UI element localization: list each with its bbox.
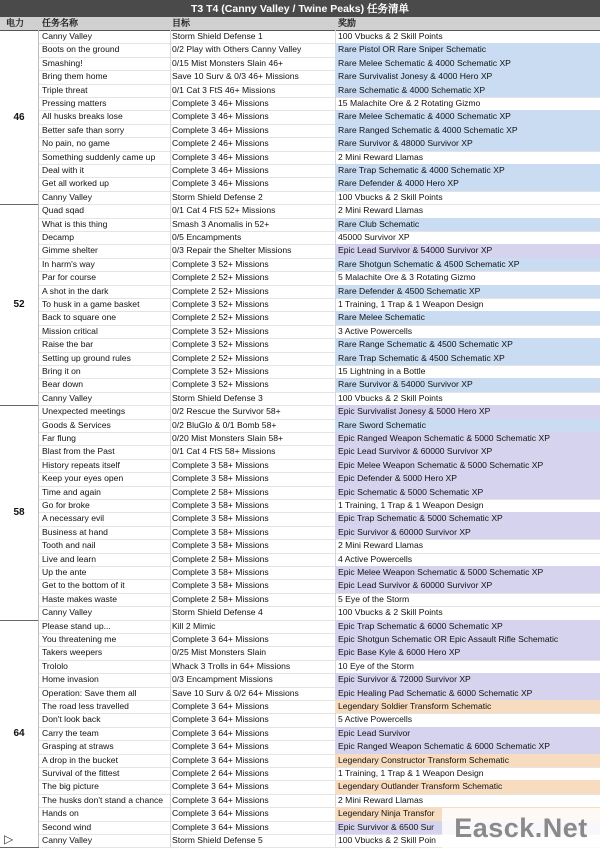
quest-goal: 0/3 Repair the Shelter Missions	[169, 244, 336, 257]
quest-reward: 100 Vbucks & 2 Skill Poin	[338, 834, 436, 845]
quest-name: Survival of the fittest	[39, 767, 171, 780]
quest-name: Mission critical	[39, 325, 171, 338]
quest-name: Operation: Save them all	[39, 687, 171, 700]
quest-reward: 1 Training, 1 Trap & 1 Weapon Design	[338, 767, 484, 778]
table-row	[39, 713, 600, 727]
table-row	[39, 177, 600, 191]
quest-goal: Complete 3 52+ Missions	[169, 365, 336, 378]
table-row	[39, 526, 600, 540]
table-row	[39, 84, 600, 98]
table-row	[39, 432, 600, 446]
quest-name: Please stand up...	[39, 620, 171, 633]
quest-reward: 45000 Survivor XP	[338, 231, 410, 242]
power-group	[0, 204, 600, 406]
quest-reward: Legendary Ninja Transfor	[335, 807, 600, 820]
quest-goal: Complete 3 52+ Missions	[169, 325, 336, 338]
quest-reward: Epic Lead Survivor	[335, 727, 600, 740]
power-level: 64	[0, 620, 39, 848]
power-level: 58	[0, 405, 39, 619]
table-row	[39, 472, 600, 486]
quest-name: Second wind	[39, 821, 171, 834]
table-row	[39, 191, 600, 205]
quest-reward: Rare Survivor & 54000 Survivor XP	[335, 378, 600, 391]
quest-goal: Complete 2 58+ Missions	[169, 593, 336, 606]
quest-goal: Complete 3 52+ Missions	[169, 258, 336, 271]
quest-goal: Whack 3 Trolls in 64+ Missions	[169, 660, 336, 673]
quest-goal: 0/5 Encampments	[169, 231, 336, 244]
quest-name: Get all worked up	[39, 177, 171, 190]
quest-reward: Rare Trap Schematic & 4500 Schematic XP	[335, 352, 600, 365]
quest-goal: Complete 3 52+ Missions	[169, 378, 336, 391]
quest-goal: Complete 3 58+ Missions	[169, 539, 336, 552]
quest-goal: Complete 2 58+ Missions	[169, 553, 336, 566]
quest-goal: Kill 2 Mimic	[169, 620, 336, 633]
quest-goal: Storm Shield Defense 5	[169, 834, 336, 847]
quest-name: Go for broke	[39, 499, 171, 512]
quest-reward: 2 Mini Reward Llamas	[338, 205, 424, 216]
quest-goal: Storm Shield Defense 1	[169, 30, 336, 43]
table-row	[39, 794, 600, 808]
table-row	[39, 365, 600, 379]
quest-name: Pressing matters	[39, 97, 171, 110]
table-row	[39, 754, 600, 768]
quest-reward: Rare Melee Schematic	[335, 311, 600, 324]
quest-reward: Rare Shotgun Schematic & 4500 Schematic XP	[335, 258, 600, 271]
quest-name: The husks don't stand a chance	[39, 794, 171, 807]
header-power: 电力	[6, 18, 25, 28]
table-row	[39, 620, 600, 634]
quest-reward: 2 Mini Reward Llamas	[338, 151, 424, 162]
quest-goal: 0/15 Mist Monsters Slain 46+	[169, 57, 336, 70]
quest-reward: Legendary Constructor Transform Schematic	[335, 754, 600, 767]
table-row	[39, 740, 600, 754]
quest-name: All husks breaks lose	[39, 110, 171, 123]
quest-name: The big picture	[39, 780, 171, 793]
quest-goal: Storm Shield Defense 4	[169, 606, 336, 619]
table-row	[39, 392, 600, 406]
quest-goal: 0/2 Play with Others Canny Valley	[169, 43, 336, 56]
table-row	[39, 338, 600, 352]
quest-name: Something suddenly came up	[39, 151, 171, 164]
table-row	[39, 43, 600, 57]
quest-reward: Epic Lead Survivor & 60000 Survivor XP	[335, 579, 600, 592]
quest-goal: Save 10 Surv & 0/2 64+ Missions	[169, 687, 336, 700]
quest-name: Don't look back	[39, 713, 171, 726]
quest-name: Gimme shelter	[39, 244, 171, 257]
quest-goal: Complete 3 58+ Missions	[169, 499, 336, 512]
power-level: 46	[0, 30, 39, 204]
quest-goal: 0/3 Encampment Missions	[169, 673, 336, 686]
quest-name: What is this thing	[39, 218, 171, 231]
table-row	[39, 124, 600, 138]
quest-goal: Complete 3 46+ Missions	[169, 97, 336, 110]
table-row	[39, 767, 600, 781]
quest-name: Live and learn	[39, 553, 171, 566]
quest-reward: 100 Vbucks & 2 Skill Points	[338, 191, 443, 202]
table-row	[39, 218, 600, 232]
quest-goal: Complete 3 64+ Missions	[169, 713, 336, 726]
quest-name: Trololo	[39, 660, 171, 673]
quest-reward: Epic Lead Survivor & 60000 Survivor XP	[335, 445, 600, 458]
quest-reward: Epic Base Kyle & 6000 Hero XP	[335, 646, 600, 659]
quest-reward: Rare Trap Schematic & 4000 Schematic XP	[335, 164, 600, 177]
quest-name: Canny Valley	[39, 834, 171, 847]
quest-reward: 1 Training, 1 Trap & 1 Weapon Design	[338, 298, 484, 309]
quest-goal: Complete 3 58+ Missions	[169, 472, 336, 485]
quest-goal: 0/1 Cat 3 FtS 46+ Missions	[169, 84, 336, 97]
page-title: T3 T4 (Canny Valley / Twine Peaks) 任务清单	[0, 0, 600, 17]
quest-name: Bring them home	[39, 70, 171, 83]
header-goal: 目标	[172, 18, 191, 28]
quest-goal: Complete 3 46+ Missions	[169, 151, 336, 164]
quest-goal: Complete 3 58+ Missions	[169, 566, 336, 579]
quest-reward: 4 Active Powercells	[338, 553, 413, 564]
quest-name: A drop in the bucket	[39, 754, 171, 767]
quest-name: Goods & Services	[39, 419, 171, 432]
table-row	[39, 566, 600, 580]
quest-name: Blast from the Past	[39, 445, 171, 458]
quest-reward: 5 Active Powercells	[338, 714, 413, 725]
table-row	[39, 606, 600, 620]
table-row	[39, 486, 600, 500]
table-row	[39, 231, 600, 245]
quest-name: Carry the team	[39, 727, 171, 740]
table-row	[39, 352, 600, 366]
quest-goal: Storm Shield Defense 2	[169, 191, 336, 204]
quest-reward: 10 Eye of the Storm	[338, 660, 414, 671]
table-row	[39, 378, 600, 392]
quest-name: Grasping at straws	[39, 740, 171, 753]
quest-name: Keep your eyes open	[39, 472, 171, 485]
quest-reward: Epic Ranged Weapon Schematic & 5000 Schematic XP	[335, 432, 600, 445]
quest-name: To husk in a game basket	[39, 298, 171, 311]
quest-goal: Smash 3 Anomalis in 52+	[169, 218, 336, 231]
table-row	[39, 258, 600, 272]
quest-name: Bear down	[39, 378, 171, 391]
quest-goal: Complete 3 46+ Missions	[169, 177, 336, 190]
quest-goal: Complete 2 52+ Missions	[169, 285, 336, 298]
table-row	[39, 633, 600, 647]
table-row	[39, 405, 600, 419]
quest-name: Better safe than sorry	[39, 124, 171, 137]
table-row	[39, 110, 600, 124]
table-row	[39, 285, 600, 299]
quest-reward: 1 Training, 1 Trap & 1 Weapon Design	[338, 499, 484, 510]
header-reward: 奖励	[338, 18, 357, 28]
quest-reward: Rare Club Schematic	[335, 218, 600, 231]
quest-goal: 0/1 Cat 4 FtS 52+ Missions	[169, 204, 336, 217]
quest-name: Up the ante	[39, 566, 171, 579]
quest-name: Raise the bar	[39, 338, 171, 351]
quest-name: Time and again	[39, 486, 171, 499]
table-row	[39, 459, 600, 473]
table-row	[39, 311, 600, 325]
quest-name: No pain, no game	[39, 137, 171, 150]
quest-reward: Epic Melee Weapon Schematic & 5000 Schematic XP	[335, 459, 600, 472]
quest-goal: Complete 3 46+ Missions	[169, 164, 336, 177]
table-row	[39, 727, 600, 741]
quest-reward: 100 Vbucks & 2 Skill Points	[338, 31, 443, 41]
table-row	[39, 579, 600, 593]
quest-goal: Complete 3 64+ Missions	[169, 821, 336, 834]
table-row	[39, 151, 600, 165]
quest-goal: Complete 2 52+ Missions	[169, 311, 336, 324]
quest-goal: Complete 3 64+ Missions	[169, 794, 336, 807]
quest-goal: Complete 3 64+ Missions	[169, 780, 336, 793]
quest-goal: Save 10 Surv & 0/3 46+ Missions	[169, 70, 336, 83]
quest-reward: Rare Schematic & 4000 Schematic XP	[335, 84, 600, 97]
table-row	[39, 593, 600, 607]
quest-goal: Complete 3 58+ Missions	[169, 526, 336, 539]
quest-reward: 5 Malachite Ore & 3 Rotating Gizmo	[338, 272, 476, 283]
power-group	[0, 30, 600, 205]
table-row	[39, 539, 600, 553]
quest-name: Boots on the ground	[39, 43, 171, 56]
quest-name: Unexpected meetings	[39, 405, 171, 418]
play-bracket-icon[interactable]: ▷	[4, 832, 14, 846]
quest-reward: 2 Mini Reward Llamas	[338, 540, 424, 551]
quest-goal: Storm Shield Defense 3	[169, 392, 336, 405]
quest-reward: 100 Vbucks & 2 Skill Points	[338, 392, 443, 403]
quest-reward: Rare Sword Schematic	[335, 419, 600, 432]
quest-reward: Epic Survivor & 6500 Sur	[335, 821, 600, 834]
table-row	[39, 325, 600, 339]
quest-reward: Rare Ranged Schematic & 4000 Schematic XP	[335, 124, 600, 137]
quest-name: Hands on	[39, 807, 171, 820]
quest-reward: Epic Survivor & 60000 Survivor XP	[335, 526, 600, 539]
quest-reward: Epic Healing Pad Schematic & 6000 Schematic XP	[335, 687, 600, 700]
quest-name: Par for course	[39, 271, 171, 284]
quest-name: Bring it on	[39, 365, 171, 378]
table-row	[39, 164, 600, 178]
quest-reward: 15 Malachite Ore & 2 Rotating Gizmo	[338, 98, 481, 108]
quest-name: Get to the bottom of it	[39, 579, 171, 592]
quest-reward: Epic Trap Schematic & 6000 Schematic XP	[335, 620, 600, 633]
quest-goal: Complete 3 58+ Missions	[169, 579, 336, 592]
quest-reward: Epic Defender & 5000 Hero XP	[335, 472, 600, 485]
quest-reward: Rare Melee Schematic & 4000 Schematic XP	[335, 57, 600, 70]
quest-reward: Legendary Soldier Transform Schematic	[335, 700, 600, 713]
quest-name: Setting up ground rules	[39, 352, 171, 365]
quest-goal: Complete 2 52+ Missions	[169, 352, 336, 365]
table-row	[39, 445, 600, 459]
table-row	[39, 646, 600, 660]
quest-reward: Epic Schematic & 5000 Schematic XP	[335, 486, 600, 499]
quest-name: In harm's way	[39, 258, 171, 271]
quest-name: The road less travelled	[39, 700, 171, 713]
quest-reward: 15 Lightning in a Bottle	[338, 365, 426, 376]
table-row	[39, 499, 600, 513]
quest-goal: Complete 3 58+ Missions	[169, 459, 336, 472]
quest-reward: Rare Defender & 4500 Schematic XP	[335, 285, 600, 298]
quest-reward: 3 Active Powercells	[338, 325, 413, 336]
quest-goal: Complete 3 52+ Missions	[169, 298, 336, 311]
quest-reward: Rare Melee Schematic & 4000 Schematic XP	[335, 110, 600, 123]
quest-name: Triple threat	[39, 84, 171, 97]
quest-goal: Complete 3 64+ Missions	[169, 700, 336, 713]
quest-goal: Complete 3 46+ Missions	[169, 124, 336, 137]
quest-name: Decamp	[39, 231, 171, 244]
quest-name: History repeats itself	[39, 459, 171, 472]
quest-name: Deal with it	[39, 164, 171, 177]
quest-name: Canny Valley	[39, 191, 171, 204]
quest-reward: Epic Survivor & 72000 Survivor XP	[335, 673, 600, 686]
quest-name: Takers weepers	[39, 646, 171, 659]
header-name: 任务名称	[42, 18, 79, 28]
quest-goal: 0/1 Cat 4 FtS 58+ Missions	[169, 445, 336, 458]
table-row	[39, 687, 600, 701]
table-row	[39, 204, 600, 218]
quest-goal: 0/2 BluGlo & 0/1 Bomb 58+	[169, 419, 336, 432]
quest-goal: 0/20 Mist Monsters Slain 58+	[169, 432, 336, 445]
table-row	[39, 419, 600, 433]
quest-reward: 2 Mini Reward Llamas	[338, 794, 424, 805]
watermark-logo: Easck.Net	[442, 808, 600, 849]
quest-reward: Rare Range Schematic & 4500 Schematic XP	[335, 338, 600, 351]
quest-reward: 5 Eye of the Storm	[338, 593, 410, 604]
quest-reward: 100 Vbucks & 2 Skill Points	[338, 607, 443, 618]
quest-reward: Epic Trap Schematic & 5000 Schematic XP	[335, 512, 600, 525]
quest-reward: Epic Ranged Weapon Schematic & 6000 Schematic XP	[335, 740, 600, 753]
quest-goal: Complete 3 64+ Missions	[169, 633, 336, 646]
quest-name: A necessary evil	[39, 512, 171, 525]
quest-name: A shot in the dark	[39, 285, 171, 298]
quest-name: Canny Valley	[39, 606, 171, 619]
quest-name: Smashing!	[39, 57, 171, 70]
table-row	[39, 271, 600, 285]
quest-reward: Epic Survivalist Jonesy & 5000 Hero XP	[335, 405, 600, 418]
table-row	[39, 70, 600, 84]
table-row	[39, 30, 600, 44]
quest-goal: 0/25 Mist Monsters Slain	[169, 646, 336, 659]
quest-name: Tooth and nail	[39, 539, 171, 552]
quest-reward: Rare Survivalist Jonesy & 4000 Hero XP	[335, 70, 600, 83]
quest-name: Back to square one	[39, 311, 171, 324]
quest-name: You threatening me	[39, 633, 171, 646]
quest-goal: Complete 3 64+ Missions	[169, 740, 336, 753]
quest-goal: Complete 3 64+ Missions	[169, 754, 336, 767]
quest-name: Business at hand	[39, 526, 171, 539]
quest-goal: Complete 3 46+ Missions	[169, 110, 336, 123]
table-row	[39, 57, 600, 71]
quest-reward: Rare Survivor & 48000 Survivor XP	[335, 137, 600, 150]
table-row	[39, 700, 600, 714]
table-row	[39, 553, 600, 567]
quest-reward: Rare Pistol OR Rare Sniper Schematic	[335, 43, 600, 56]
quest-name: Quad sqad	[39, 204, 171, 217]
quest-reward: Rare Defender & 4000 Hero XP	[335, 177, 600, 190]
table-header	[0, 17, 600, 31]
quest-goal: Complete 2 64+ Missions	[169, 767, 336, 780]
quest-goal: 0/2 Rescue the Survivor 58+	[169, 405, 336, 418]
quest-name: Home invasion	[39, 673, 171, 686]
quest-goal: Complete 2 58+ Missions	[169, 486, 336, 499]
table-row	[39, 673, 600, 687]
quest-reward: Epic Lead Survivor & 54000 Survivor XP	[335, 244, 600, 257]
table-row	[39, 298, 600, 312]
table-row	[39, 97, 600, 111]
table-row	[39, 244, 600, 258]
quest-goal: Complete 3 58+ Missions	[169, 512, 336, 525]
quest-name: Far flung	[39, 432, 171, 445]
table-row	[39, 512, 600, 526]
power-group	[0, 405, 600, 620]
quest-goal: Complete 3 52+ Missions	[169, 338, 336, 351]
quest-reward: Legendary Outlander Transform Schematic	[335, 780, 600, 793]
table-row	[39, 660, 600, 674]
power-level: 52	[0, 204, 39, 405]
quest-reward: Epic Melee Weapon Schematic & 5000 Schematic XP	[335, 566, 600, 579]
table-row	[39, 780, 600, 794]
quest-goal: Complete 2 52+ Missions	[169, 271, 336, 284]
table-row	[39, 137, 600, 151]
quest-reward: Epic Shotgun Schematic OR Epic Assault Rifle Schematic	[335, 633, 600, 646]
quest-goal: Complete 3 64+ Missions	[169, 727, 336, 740]
quest-name: Canny Valley	[39, 30, 171, 43]
quest-name: Haste makes waste	[39, 593, 171, 606]
quest-goal: Complete 2 46+ Missions	[169, 137, 336, 150]
quest-goal: Complete 3 64+ Missions	[169, 807, 336, 820]
quest-name: Canny Valley	[39, 392, 171, 405]
